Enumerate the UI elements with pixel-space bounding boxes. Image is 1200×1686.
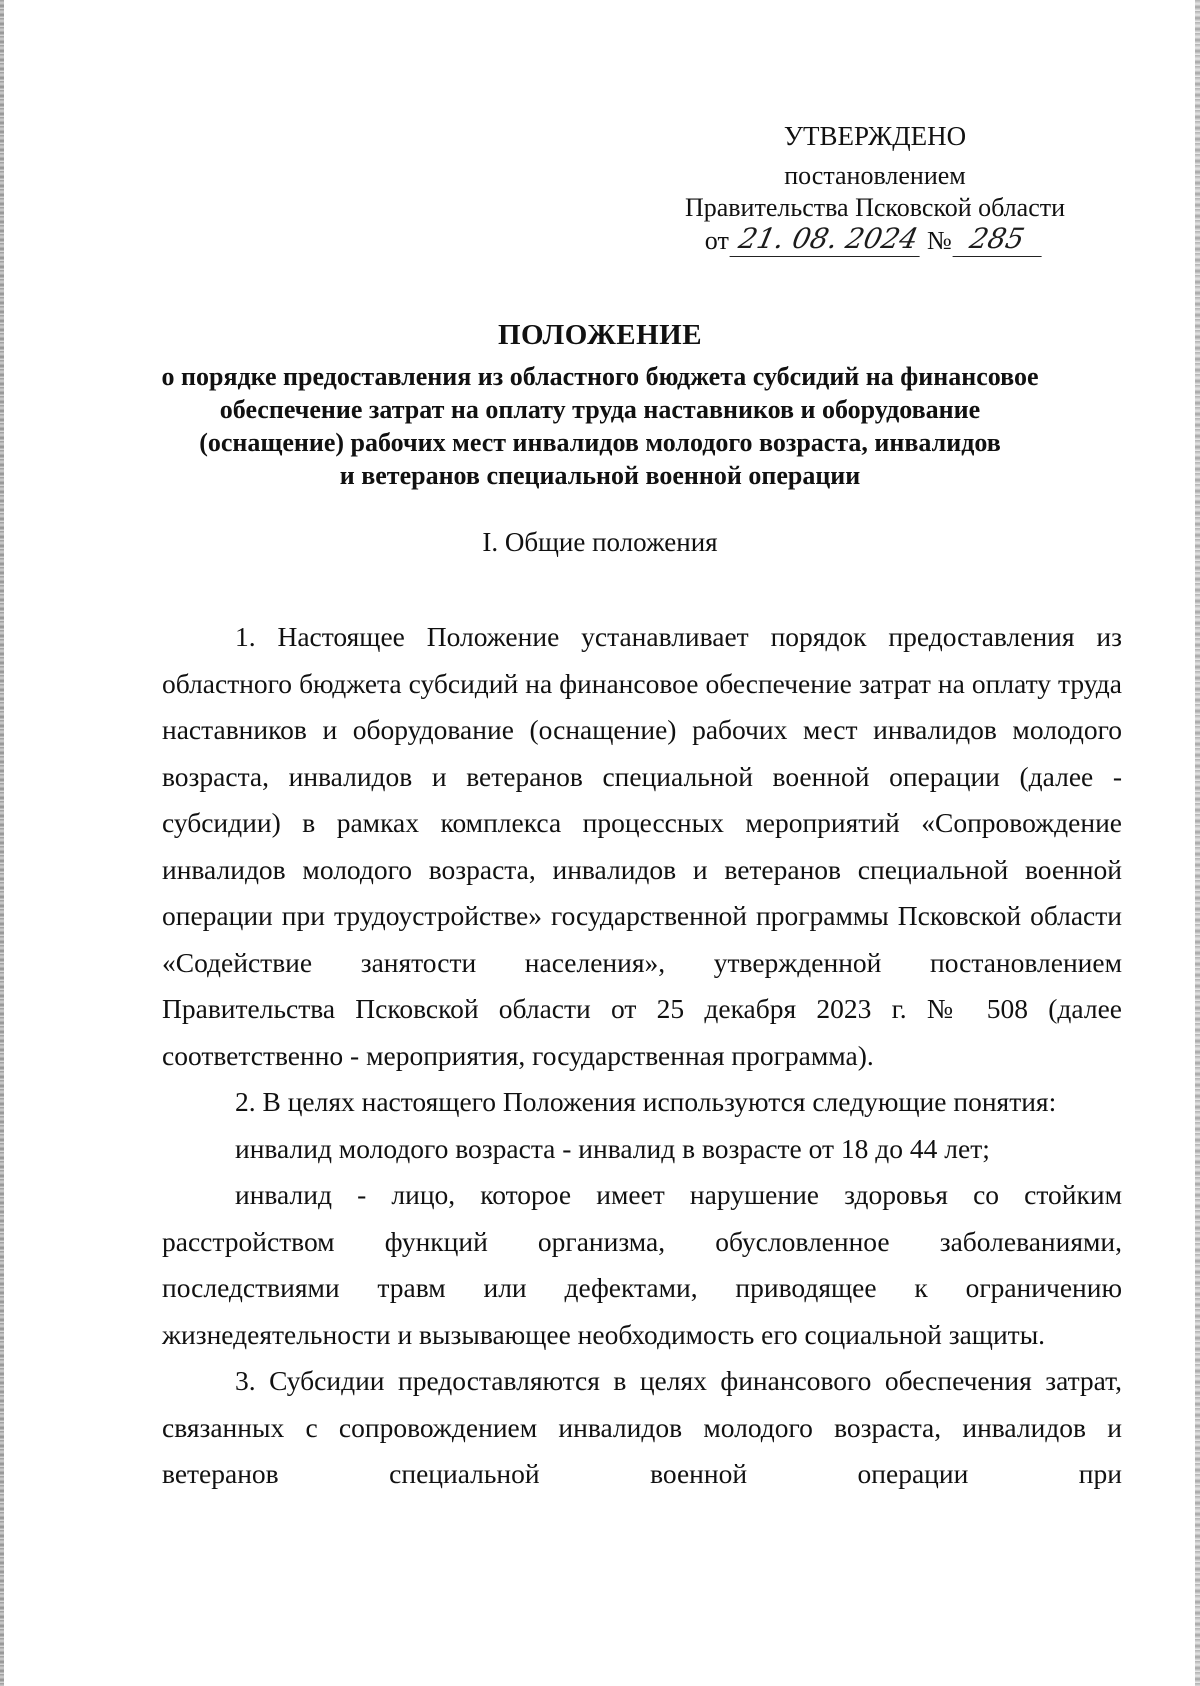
from-label: от: [704, 226, 729, 255]
approval-date-number-line: [640, 224, 1110, 257]
scan-edge-right: [1195, 0, 1200, 1686]
approval-line-decree: постановлением: [784, 161, 966, 190]
title-line-4: и ветеранов специальной военной операции: [339, 461, 861, 490]
scan-edge-left: [0, 0, 4, 1686]
document-title: [120, 318, 1080, 492]
approval-heading: УТВЕРЖДЕНО: [783, 121, 967, 151]
approval-stamp: [640, 120, 1110, 257]
paragraph-3: инвалид молодого возраста - инвалид в возрасте от 18 до 44 лет;: [235, 1132, 990, 1164]
title-line-2: обеспечение затрат на оплату труда наставников и оборудование: [219, 395, 981, 424]
document-body: [162, 614, 1122, 1498]
paragraph-1: 1. Настоящее Положение устанавливает порядок предоставления из областного бюджета субсидий на финансовое обеспечение затрат на оплату труда наставников и оборудование (оснащение) рабочих мест инвалидов молодого возраста, инвалидов и ветеранов специальной военной операции (далее - субсидии) в рамках комплекса процессных мероприятий «Сопровождение инвалидов молодого возраста, инвалидов и ветеранов специальной военной операции при трудоустройстве» государственной программы Псковской области «Содействие занятости населения», утвержденной постановлением Правительства Псковской области от 25 декабря 2023 г. № 508 (далее соответственно - мероприятия, государственная программа).: [162, 621, 1122, 1071]
title-line-3: (оснащение) рабочих мест инвалидов молодого возраста, инвалидов: [199, 428, 1001, 457]
number-label: №: [926, 226, 952, 255]
handwritten-date: 21. 08. 2024: [729, 224, 926, 257]
approval-line-government: Правительства Псковской области: [684, 193, 1066, 222]
paragraph-4: инвалид - лицо, которое имеет нарушение здоровья со стойким расстройством функций организма, обусловленное заболеваниями, последствиями травм или дефектами, приводящее к ограничению жизнедеятельности и вызывающее необходимость его социальной защиты.: [162, 1179, 1122, 1350]
title-heading: ПОЛОЖЕНИЕ: [497, 319, 703, 351]
handwritten-number: 285: [952, 224, 1048, 257]
title-line-1: о порядке предоставления из областного бюджета субсидий на финансовое: [161, 362, 1039, 391]
section-heading: I. Общие положения: [482, 527, 718, 557]
paragraph-2: 2. В целях настоящего Положения используются следующие понятия:: [235, 1086, 1057, 1117]
paragraph-5: 3. Субсидии предоставляются в целях финансового обеспечения затрат, связанных с сопровождением инвалидов молодого возраста, инвалидов и ветеранов специальной военной операции при: [162, 1365, 1122, 1489]
